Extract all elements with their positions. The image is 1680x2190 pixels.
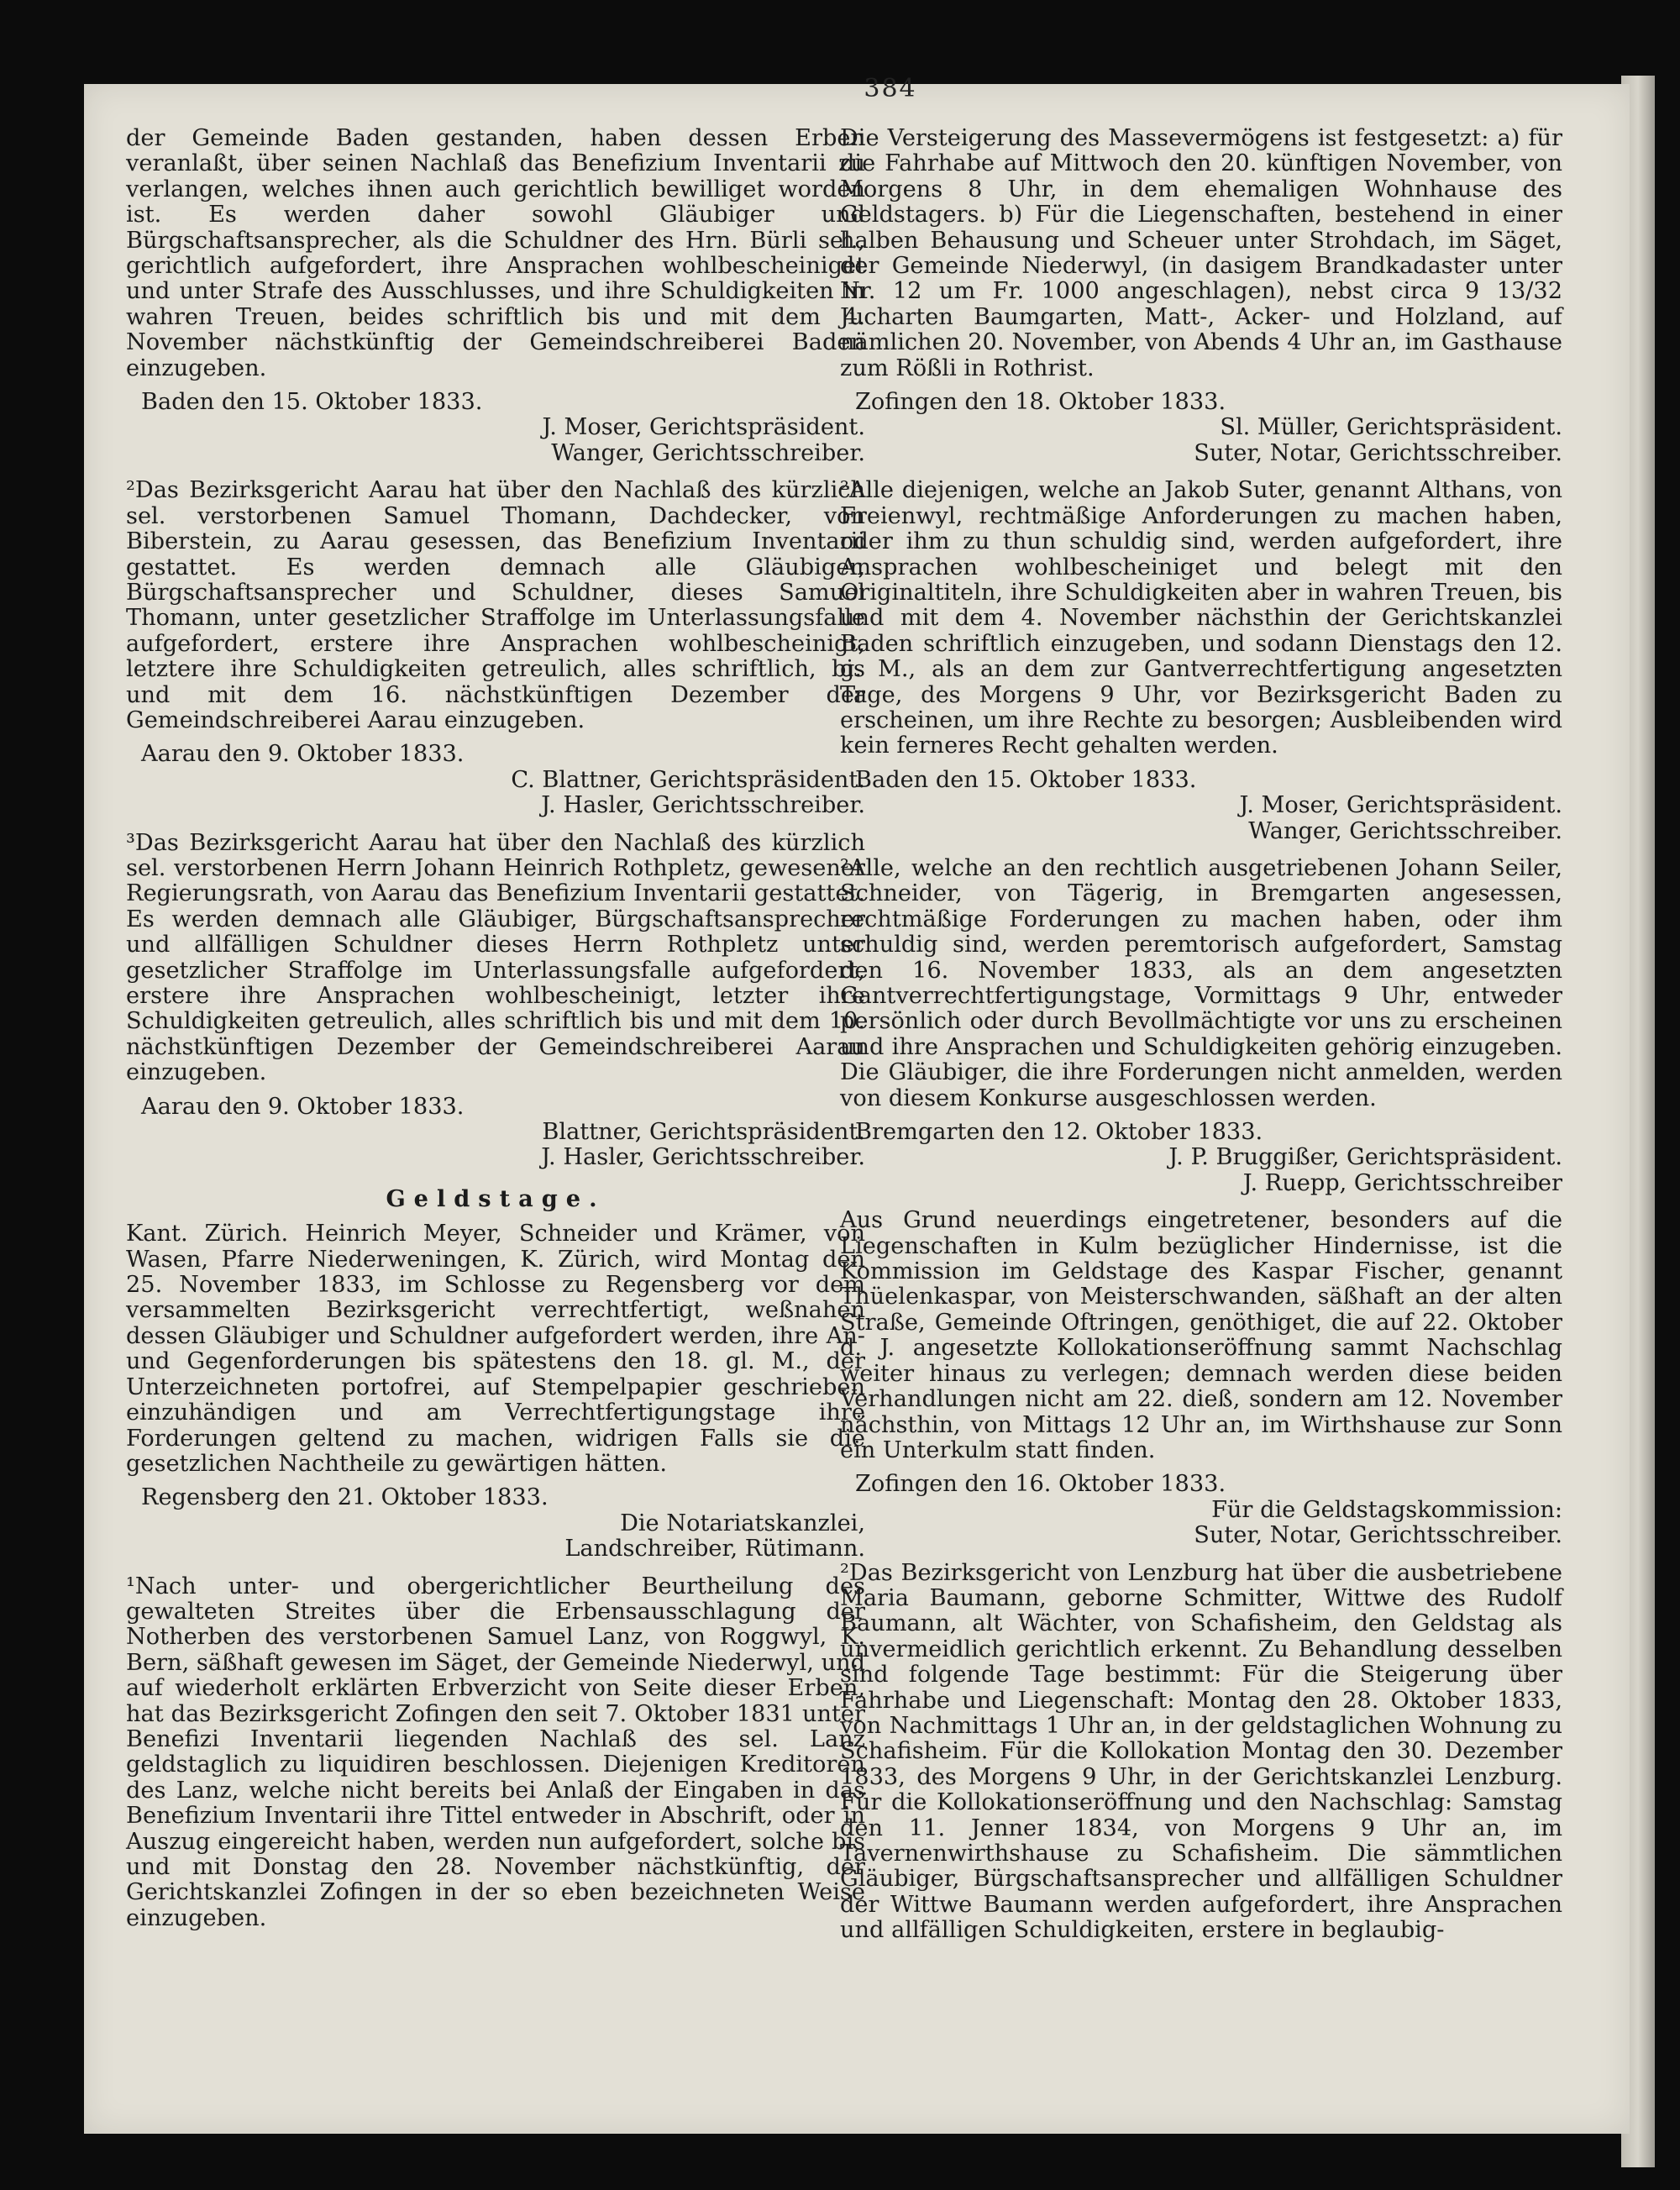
notice-date: Baden den 15. Oktober 1833. [141,389,483,416]
notice-paragraph: Die Versteigerung des Massevermögens ist festgesetzt: a) für die Fahrhabe auf Mittwoch den 20. künftigen November, von Morgens 8 Uhr, in dem ehemaligen Wohnhause des Geldstagers. b) Für die Liegenschaften, bestehend in einer halben Behausung und Scheuer unter Strohdach, im Säget, der Gemeinde Niederwyl, (in dasigem Brandkadaster unter Nr. 12 um Fr. 1000 angeschlagen), nebst circa 9 13/32 Jucharten Baumgarten, Matt-, Acker- und Holzland, auf nämlichen 20. November, von Abends 4 Uhr an, im Gasthause zum Rößli in Rothrist. [840,125,1562,381]
notice-paragraph: ²Alle, welche an den rechtlich ausgetriebenen Johann Seiler, Schneider, von Tägerig, in Bremgarten angesessen, rechtmäßige Forderungen zu machen haben, oder ihm schuldig sind, werden peremtorisch aufgefordert, Samstag den 16. November 1833, als an dem angesetzten Gantverrechtfertigungstage, Vormittags 9 Uhr, entweder persönlich oder durch Bevollmächtigte vor uns zu erscheinen und ihre Ansprachen und Schuldigkeiten gehörig einzugeben. Die Gläubiger, die ihre Forderungen nicht anmelden, werden von diesem Konkurse ausgeschlossen werden. [840,854,1562,1111]
notice-date: Baden den 15. Oktober 1833. [855,766,1197,793]
notice-date: Zofingen den 18. Oktober 1833. [855,389,1226,416]
notice-signature: Suter, Notar, Gerichtsschreiber. [1194,439,1562,466]
notice-signature: Die Notariatskanzlei, [620,1510,865,1536]
notice-signature: J. Moser, Gerichtspräsident. [1239,792,1562,819]
notice-date: Aarau den 9. Oktober 1833. [141,741,465,768]
notice-paragraph: ²Das Bezirksgericht von Lenzburg hat über die ausbetriebene Maria Baumann, geborne Schmitter, Wittwe des Rudolf Baumann, alt Wächter, von Schafisheim, den Geldstag als unvermeidlich gerichtlich erkennt. Zu Behandlung desselben sind folgende Tage bestimmt: Für die Steigerung über Fahrhabe und Liegenschaft: Montag den 28. Oktober 1833, von Nachmittags 1 Uhr an, in der geldstaglichen Wohnung zu Schafisheim. Für die Kollokation Montag den 30. Dezember 1833, des Morgens 9 Uhr, in der Gerichtskanzlei Lenzburg. Für die Kollokationseröffnung und den Nachschlag: Samstag den 11. Jenner 1834, von Morgens 9 Uhr an, im Tavernenwirthshause zu Schafisheim. Die sämmtlichen Gläubiger, Bürgschaftsansprecher und allfälligen Schuldner der Wittwe Baumann werden aufgefordert, ihre Ansprachen und allfälligen Schuldigkeiten, erstere in beglaubig- [840,1559,1562,1944]
left-column [126,126,865,1940]
notice-signature: C. Blattner, Gerichtspräsident. [511,766,865,793]
notice-signature: Blattner, Gerichtspräsident. [542,1119,865,1146]
spacer [126,819,865,831]
notice-paragraph: Aus Grund neuerdings eingetretener, besonders auf die Liegenschaften in Kulm bezüglicher Hindernisse, ist die Kommission im Geldstage des Kaspar Fischer, genannt Thüelenkaspar, von Meisterschwanden, säßhaft an der alten Straße, Gemeinde Oftringen, genöthiget, die auf 22. Oktober d. J. angesetzte Kollokationseröffnung sammt Nachschlag weiter hinaus zu verlegen; demnach werden diese beiden Verhandlungen nicht am 22. dieß, sondern am 12. November nächsthin, von Mittags 12 Uhr an, im Wirthshause zur Sonn ein Unterkulm statt finden. [840,1207,1562,1463]
page-number: 384 [864,74,917,103]
notice-signature: Suter, Notar, Gerichtsschreiber. [1194,1522,1562,1549]
section-heading: Geldstage. [386,1184,606,1212]
notice-signature: J. Hasler, Gerichtsschreiber. [541,792,865,819]
right-column [840,126,1562,1952]
spacer [126,466,865,478]
notice-paragraph: Kant. Zürich. Heinrich Meyer, Schneider und Krämer, von Wasen, Pfarre Niederweningen, K. Zürich, wird Montag den 25. November 1833, im Schlosse zu Regensberg vor dem versammelten Bezirksgericht verrechtfertigt, weßnahen dessen Gläubiger und Schuldner aufgefordert werden, ihre An- und Gegenforderungen bis spätestens den 18. gl. M., der Unterzeichneten portofrei, auf Stempelpapier geschrieben einzuhändigen und am Verrechtfertigungstage ihre Forderungen geltend zu machen, widrigen Falls sie die gesetzlichen Nachtheile zu gewärtigen hätten. [126,1221,865,1477]
notice-signature: Landschreiber, Rütimann. [564,1536,865,1562]
notice-date: Regensberg den 21. Oktober 1833. [141,1484,549,1511]
notice-signature: J. Ruepp, Gerichtsschreiber [1242,1169,1562,1196]
notice-signature: J. Hasler, Gerichtsschreiber. [541,1144,865,1171]
spacer [840,1196,1562,1208]
notice-paragraph: ¹Nach unter- und obergerichtlicher Beurtheilung des gewalteten Streites über die Erbensausschlagung der Notherben des verstorbenen Samuel Lanz, von Roggwyl, K. Bern, säßhaft gewesen im Säget, der Gemeinde Niederwyl, und auf wiederholt erklärten Erbverzicht von Seite dieser Erben, hat das Bezirksgericht Zofingen den seit 7. Oktober 1831 unter Benefizi Inventarii liegenden Nachlaß des sel. Lanz geldstaglich zu liquidiren beschlossen. Diejenigen Kreditoren des Lanz, welche nicht bereits bei Anlaß der Eingaben in das Benefizium Inventarii ihre Tittel entweder in Abschrift, oder in Auszug eingereicht haben, werden nun aufgefordert, solche bis und mit Donstag den 28. November nächstkünftig, der Gerichtskanzlei Zofingen in der so eben bezeichneten Weise einzugeben. [126,1573,865,1931]
spacer [840,466,1562,478]
notice-paragraph: ³Das Bezirksgericht Aarau hat über den Nachlaß des kürzlich sel. verstorbenen Herrn Johann Heinrich Rothpletz, gewesener Regierungsrath, von Aarau das Benefizium Inventarii gestattet. Es werden demnach alle Gläubiger, Bürgschaftsansprecher und allfälligen Schuldner dieses Herrn Rothpletz unter gesetzlicher Straffolge im Unterlassungsfalle aufgefordert, erstere ihre Ansprachen wohlbescheinigt, letzter ihre Schuldigkeiten getreulich, alles schriftlich bis und mit dem 10. nächstkünftigen Dezember der Gemeindschreiberei Aarau einzugeben. [126,829,865,1086]
notice-signature: Wanger, Gerichtsschreiber. [1248,817,1562,844]
notice-paragraph: der Gemeinde Baden gestanden, haben dessen Erben veranlaßt, über seinen Nachlaß das Benefizium Inventarii zu verlangen, welches ihnen auch gerichtlich bewilliget worden ist. Es werden daher sowohl Gläubiger und Bürgschaftsansprecher, als die Schuldner des Hrn. Bürli sel., gerichtlich aufgefordert, ihre Ansprachen wohlbescheiniget und unter Strafe des Ausschlusses, und ihre Schuldigkeiten in wahren Treuen, beides schriftlich bis und mit dem 4. November nächstkünftig der Gemeindschreiberei Baden einzugeben. [126,125,865,381]
notice-paragraph: ²Alle diejenigen, welche an Jakob Suter, genannt Althans, von Freienwyl, rechtmäßige Anforderungen zu machen haben, oder ihm zu thun schuldig sind, werden aufgefordert, ihre Ansprachen wohlbescheiniget und belegt mit den Originaltiteln, ihre Schuldigkeiten aber in wahren Treuen, bis und mit dem 4. November nächsthin der Gerichtskanzlei Baden schriftlich einzugeben, und sodann Dienstags den 12. g. M., als an dem zur Gantverrechtfertigung angesetzten Tage, des Morgens 9 Uhr, vor Bezirksgericht Baden zu erscheinen, um ihre Rechte zu besorgen; Ausbleibenden wird kein ferneres Recht gehalten werden. [840,477,1562,759]
notice-date: Zofingen den 16. Oktober 1833. [855,1471,1226,1498]
spacer [840,1549,1562,1561]
notice-date: Bremgarten den 12. Oktober 1833. [855,1119,1263,1146]
spacer [126,1562,865,1574]
notice-signature: Sl. Müller, Gerichtspräsident. [1220,414,1562,441]
notice-signature: Für die Geldstagskommission: [1211,1496,1562,1523]
notice-paragraph: ²Das Bezirksgericht Aarau hat über den Nachlaß des kürzlich sel. verstorbenen Samuel Thomann, Dachdecker, von Biberstein, zu Aarau gesessen, das Benefizium Inventarii gestattet. Es werden demnach alle Gläubiger, Bürgschaftsansprecher und Schuldner, dieses Samuel Thomann, unter gesetzlicher Straffolge im Unterlassungsfalle aufgefordert, erstere ihre Ansprachen wohlbescheinigt, letztere ihre Schuldigkeiten getreulich, alles schriftlich, bis und mit dem 16. nächstkünftigen Dezember der Gemeindschreiberei Aarau einzugeben. [126,477,865,733]
notice-signature: Wanger, Gerichtsschreiber. [551,439,865,466]
notice-date: Aarau den 9. Oktober 1833. [141,1093,465,1120]
spacer [840,844,1562,856]
notice-signature: J. Moser, Gerichtspräsident. [542,414,865,441]
notice-signature: J. P. Bruggißer, Gerichtspräsident. [1168,1144,1562,1171]
